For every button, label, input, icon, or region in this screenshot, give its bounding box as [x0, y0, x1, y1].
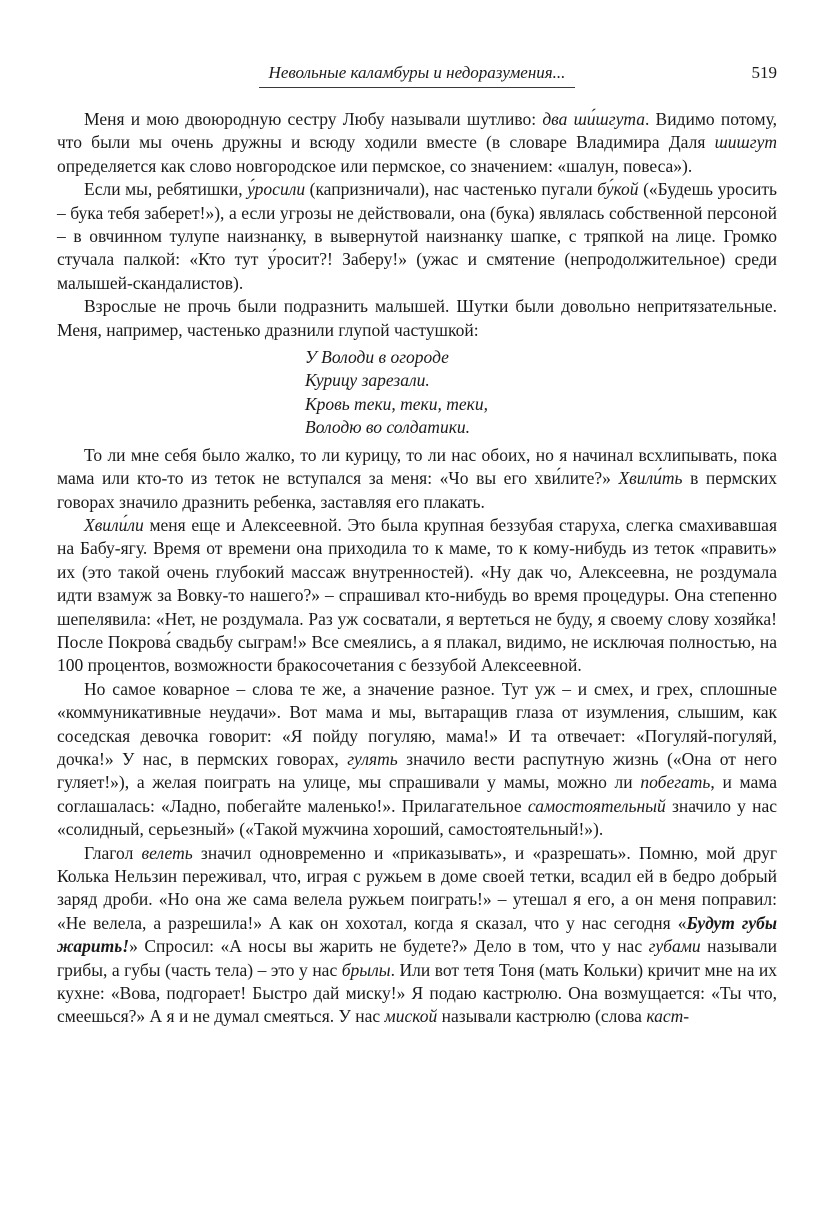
- page-body: [57, 108, 777, 1029]
- dialect-term: миской: [384, 1006, 438, 1027]
- text-run: в пермских говорах значило дразнить ребенка, заставляя его плакать.: [57, 468, 777, 512]
- text-run: . Или вот тетя Тоня (мать Кольки) кричит мне на их кухне: «Вова, подгорает! Быстро дай миску!» Я подаю кастрюлю. Она возмущается: «Ты что, смеешься?» А я и не думал смеяться. У нас: [57, 959, 777, 1027]
- verse-line: Володю во солдатики.: [305, 417, 471, 438]
- text-run: Но самое коварное – слова те же, а значение разное. Тут уж – и смех, и грех, сплошные «коммуникативные неудачи». Вот мама и мы, вытаращив глаза от изумления, слышим, как соседская девочка говорит: «Я пойду погуляю, мама!» И та отвечает: «Погуляй-погуляй, дочка!» У нас, в пермских говорах,: [57, 678, 777, 769]
- text-run: , и мама соглашалась: «Ладно, побегайте маленько!». Прилагательное: [57, 772, 778, 816]
- dialect-term: два ши́шгута: [542, 109, 645, 129]
- verse-line: У Володи в огороде: [305, 347, 449, 368]
- text-run: значило вести распутную жизнь («Она от него гуляет!»), а желая поиграть на улице, мы спрашивали у мамы, можно ли: [57, 748, 778, 793]
- dialect-term: гулять: [347, 748, 398, 769]
- verse-block: [305, 346, 777, 440]
- paragraph: [57, 178, 777, 295]
- running-head: [57, 62, 777, 88]
- text-run: . Видимо потому, что были мы очень дружны и всюду ходили вместе (в словаре Владимира Даля: [57, 109, 777, 153]
- text-run: значил одновременно и «приказывать», и «разрешать». Помню, мой друг Колька Нельзин переживал, что, играя с ружьем в доме своей тетки, всадил ей в бедро добрый заряд дроби. «Но она же сама велела ружьем поиграть!» – утешал я его, а он меня поправил: «Не велела, а разрешила!» А как он хохотал, когда я сказал, что у нас сегодня «: [57, 842, 777, 933]
- page-number: 519: [751, 63, 777, 82]
- running-head-title: Невольные каламбуры и недоразумения...: [259, 62, 576, 88]
- dialect-term: Хвили́ть: [618, 468, 683, 489]
- paragraph: [57, 295, 777, 342]
- text-run: называли грибы, а губы (часть тела) – это у нас: [57, 936, 777, 980]
- dialect-term: каст-: [646, 1006, 690, 1027]
- text-run: То ли мне себя было жалко, то ли курицу, то ли нас обоих, но я начинал всхлипывать, пока мама или кто-то из теток не вступался за меня: «Чо вы его хви́лите?»: [57, 444, 777, 489]
- dialect-term: брылы: [341, 959, 391, 980]
- paragraph: [57, 444, 777, 514]
- text-run: меня еще и Алексеевной. Это была крупная беззубая старуха, слегка смахивавшая на Бабу-ягу. Время от времени она приходила то к маме, то к кому-нибудь из теток «править» их (это такой очень глубокий массаж внутренностей). «Ну дак чо, Алексеевна, не роздумала идти взамуж за Вовку-то нашего?» – спрашивал кто-нибудь во время процедуры. Она степенно шепелявила: «Нет, не роздумала. Раз уж сосватали, я вертеться не буду, я своему слову хозяйка! После Покрова́ свадьбу сыграм!» Все смеялись, а я плакал, видимо, не исключая полностью, на 100 процентов, возможности бракосочетания с беззубой Алексеевной.: [57, 514, 777, 676]
- dialect-term: шишгут: [714, 132, 777, 153]
- dialect-term: велеть: [141, 842, 193, 863]
- text-run: Взрослые не прочь были подразнить малышей. Шутки были довольно непритязательные. Меня, например, частенько дразнили глупой частушкой:: [57, 296, 777, 340]
- paragraph: [57, 108, 777, 178]
- verse-line: Курицу зарезали.: [305, 370, 430, 391]
- dialect-term: Будут губы жарить!: [57, 912, 777, 957]
- dialect-term: губами: [648, 936, 701, 957]
- text-run: (капризничали), нас частенько пугали: [305, 179, 598, 200]
- text-run: Меня и мою двоюродную сестру Любу называли шутливо:: [84, 109, 543, 129]
- dialect-term: побегать: [640, 772, 711, 793]
- paragraph: [57, 842, 777, 1029]
- text-run: Если мы, ребятишки,: [84, 179, 248, 200]
- verse-line: Кровь теки, теки, теки,: [305, 393, 488, 414]
- text-run: определяется как слово новгородское или пермское, со значением: «шалун, повеса»).: [57, 155, 693, 176]
- dialect-term: у́росили: [247, 179, 306, 200]
- text-run: значило у нас «солидный, серьезный» («Такой мужчина хороший, самостоятельный!»).: [57, 795, 777, 840]
- dialect-term: самостоятельный: [527, 795, 666, 816]
- dialect-term: Хвили́ли: [84, 514, 144, 535]
- text-run: («Будешь уросить – бука тебя заберет!»), а если угрозы не действовали, она (бука) являлась собственной персоной – в овчинном тулупе наизнанку, в вывернутой наизнанку шапке, с тряпкой на лице. Громко стучала палкой: «Кто тут у́росит?! Заберу!» (ужас и смятение (непродолжительное) среди малышей-скандалистов).: [57, 179, 778, 293]
- paragraph: [57, 678, 777, 842]
- paragraph: [57, 514, 777, 678]
- dialect-term: бу́кой: [597, 179, 639, 200]
- text-run: » Спросил: «А носы вы жарить не будете?» Дело в том, что у нас: [129, 936, 649, 957]
- text-run: называли кастрюлю (слова: [437, 1006, 647, 1027]
- text-run: Глагол: [84, 842, 142, 863]
